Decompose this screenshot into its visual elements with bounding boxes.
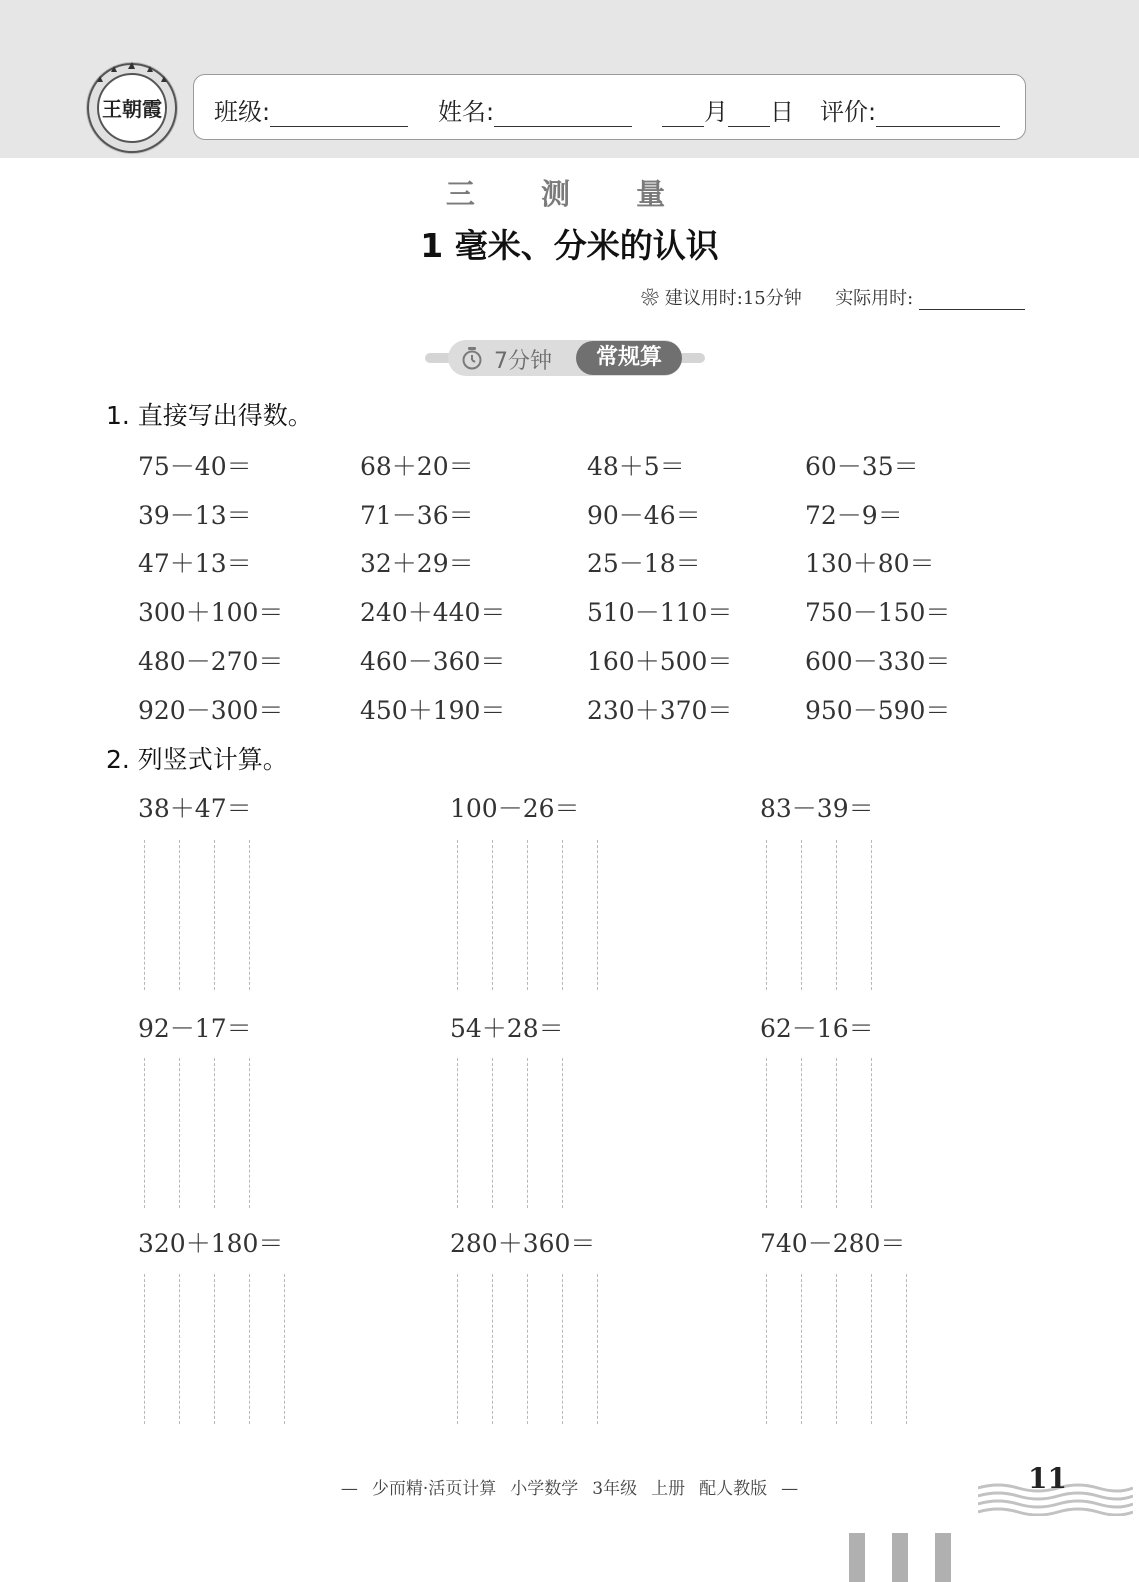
- student-info-box: [193, 74, 1026, 140]
- work-area[interactable]: [144, 840, 254, 990]
- oral-equation: 750－150＝: [805, 598, 951, 627]
- oral-equation: 450＋190＝: [360, 696, 506, 725]
- question-1-title: 1. 直接写出得数。: [106, 401, 313, 430]
- work-area[interactable]: [144, 1274, 289, 1424]
- footer-volume: 上册: [651, 1479, 686, 1499]
- badge-label: 常规算: [576, 341, 682, 375]
- vertical-equation: 320＋180＝: [138, 1229, 284, 1258]
- oral-equation: 160＋500＝: [587, 647, 733, 676]
- oral-equation: 25－18＝: [587, 549, 701, 578]
- oral-equation: 68＋20＝: [360, 452, 474, 481]
- logo-text: 王朝霞: [102, 97, 162, 121]
- time-row: [641, 284, 1025, 310]
- name-field[interactable]: 姓名:: [438, 92, 632, 127]
- section-badge: [448, 340, 682, 376]
- work-area[interactable]: [766, 1058, 876, 1208]
- oral-equation: 460－360＝: [360, 647, 506, 676]
- footer-grade: 3年级: [592, 1479, 638, 1499]
- oral-equation: 920－300＝: [138, 696, 284, 725]
- chapter-title: 三 测 量: [445, 177, 694, 211]
- vertical-equation: 280＋360＝: [450, 1229, 596, 1258]
- actual-time-blank[interactable]: [919, 292, 1025, 310]
- work-area[interactable]: [457, 1058, 567, 1208]
- vertical-equation: 740－280＝: [760, 1229, 906, 1258]
- date-field[interactable]: 月 日: [662, 92, 794, 127]
- footer-subject: 小学数学: [510, 1479, 579, 1499]
- class-field[interactable]: 班级:: [214, 92, 408, 127]
- brand-logo-icon: [84, 60, 180, 156]
- oral-equation: 48＋5＝: [587, 452, 685, 481]
- badge-time: 7分钟: [494, 349, 552, 374]
- oral-equation: 600－330＝: [805, 647, 951, 676]
- oral-equation: 75－40＝: [138, 452, 252, 481]
- lesson-title: 1 毫米、分米的认识: [420, 226, 719, 265]
- page-footer: — 少而精·活页计算 小学数学 3年级 上册 配人教版 —: [340, 1479, 799, 1499]
- oral-equation: 240＋440＝: [360, 598, 506, 627]
- work-area[interactable]: [457, 840, 602, 990]
- work-area[interactable]: [766, 840, 876, 990]
- vertical-equation: 92－17＝: [138, 1014, 252, 1043]
- vertical-equation: 54＋28＝: [450, 1014, 564, 1043]
- oral-equation: 950－590＝: [805, 696, 951, 725]
- oral-equation: 32＋29＝: [360, 549, 474, 578]
- oral-equation: 510－110＝: [587, 598, 733, 627]
- vertical-equation: 62－16＝: [760, 1014, 874, 1043]
- footer-book: 少而精·活页计算: [371, 1479, 497, 1499]
- question-2-title: 2. 列竖式计算。: [106, 745, 288, 774]
- vertical-equation: 83－39＝: [760, 794, 874, 823]
- work-area[interactable]: [766, 1274, 911, 1424]
- page-number: 11: [1028, 1462, 1067, 1495]
- footer-edition: 配人教版: [699, 1479, 768, 1499]
- oral-equation: 230＋370＝: [587, 696, 733, 725]
- suggested-time: 建议用时:15分钟: [664, 288, 802, 309]
- vertical-equation: 38＋47＝: [138, 794, 252, 823]
- oral-equation: 39－13＝: [138, 501, 252, 530]
- oral-equation: 480－270＝: [138, 647, 284, 676]
- rating-field[interactable]: 评价:: [820, 92, 1000, 127]
- oral-equation: 60－35＝: [805, 452, 919, 481]
- stopwatch-icon: [460, 346, 484, 370]
- work-area[interactable]: [144, 1058, 254, 1208]
- oral-equation: 47＋13＝: [138, 549, 252, 578]
- oral-equation: 90－46＝: [587, 501, 701, 530]
- oral-equation: 72－9＝: [805, 501, 903, 530]
- oral-equation: 130＋80＝: [805, 549, 935, 578]
- work-area[interactable]: [457, 1274, 602, 1424]
- oral-equation: 300＋100＝: [138, 598, 284, 627]
- flower-icon: ❀: [641, 288, 660, 309]
- vertical-equation: 100－26＝: [450, 794, 580, 823]
- oral-equation: 71－36＝: [360, 501, 474, 530]
- actual-time-label: 实际用时:: [835, 288, 914, 309]
